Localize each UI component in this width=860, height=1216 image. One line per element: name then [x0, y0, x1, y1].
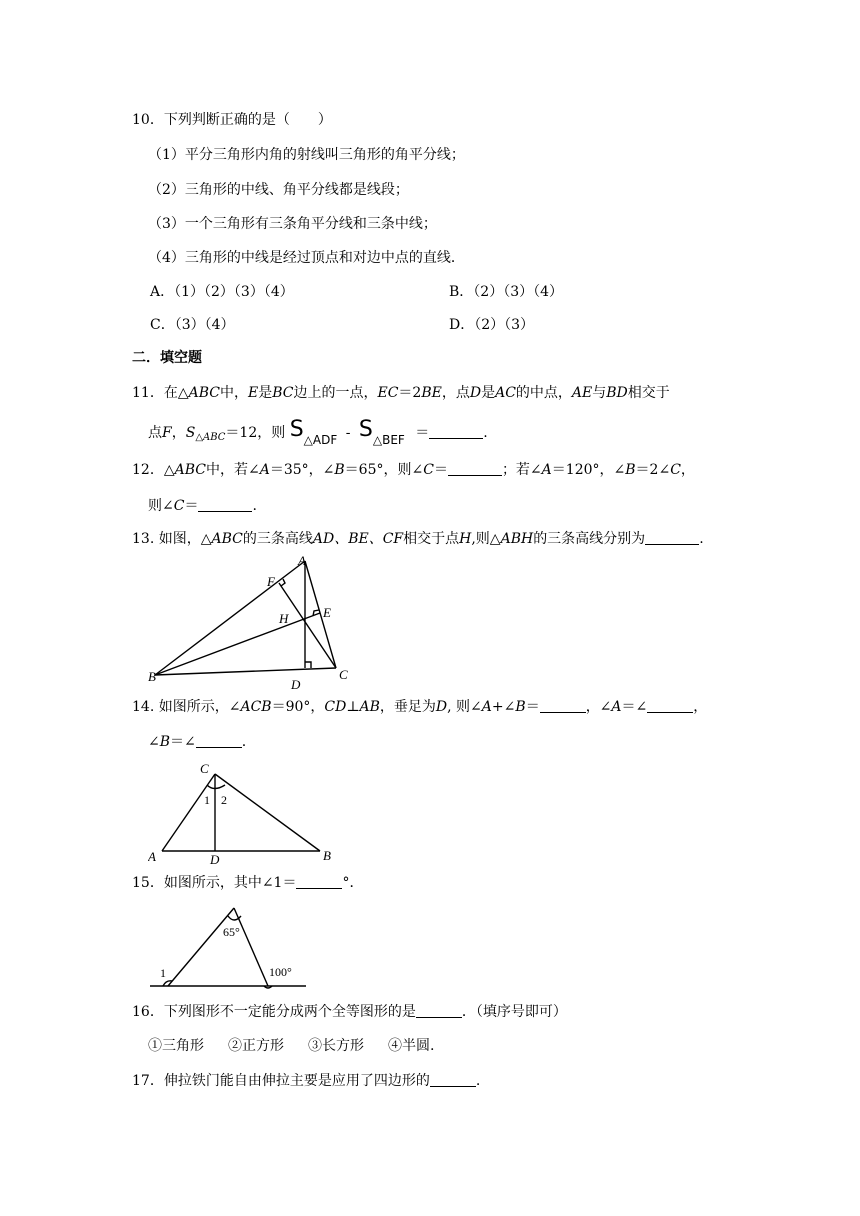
q10-item-3: （3）一个三角形有三条角平分线和三条中线；	[148, 216, 437, 232]
q14-angle-1: 1	[204, 793, 210, 807]
q12-answer-blank-2[interactable]	[198, 497, 252, 512]
q14-answer-blank-3[interactable]	[196, 733, 242, 748]
q13-label-e: E	[323, 605, 331, 620]
q13-label-a: A	[298, 555, 306, 568]
section-heading: 二．填空题	[132, 350, 202, 366]
q13-figure	[148, 555, 358, 691]
q14-label-c: C	[200, 761, 209, 776]
q14-label-a: A	[148, 849, 156, 864]
q10-option-c: C．（3）（4）	[150, 317, 235, 333]
q10-item-1: （1）平分三角形内角的射线叫三角形的角平分线；	[148, 147, 465, 163]
q13-answer-blank[interactable]	[645, 530, 699, 545]
q14-label-b: B	[323, 848, 331, 863]
q16-answer-blank[interactable]	[416, 1003, 462, 1018]
q16-choices: ①三角形 ②正方形 ③长方形 ④半圆.	[148, 1038, 435, 1054]
q12-line1: 12．△ABC中，若∠A＝35°，∠B＝65°，则∠C＝ ；若∠A＝120°，∠B＝2∠C，	[132, 462, 695, 478]
q10-item-2: （2）三角形的中线、角平分线都是线段；	[148, 182, 409, 198]
q14-line1: 14. 如图所示，∠ACB＝90°，CD⊥AB，垂足为D, 则∠A+∠B＝ ，∠A＝∠ ，	[132, 699, 708, 715]
q15-figure	[148, 904, 308, 992]
q11-answer-blank[interactable]	[429, 424, 483, 439]
q10-item-4: （4）三角形的中线是经过顶点和对边中点的直线．	[148, 250, 465, 266]
q12-answer-blank-1[interactable]	[448, 461, 502, 476]
q15-angle-65: 65°	[223, 925, 240, 939]
q16-text: 16．下列图形不一定能分成两个全等图形的是 ．（填序号即可）	[132, 1004, 567, 1020]
q13-text: 13. 如图，△ABC的三条高线AD、BE、CF相交于点H,则△ABH的三条高线分别为 .	[132, 531, 704, 547]
q13-label-d: D	[291, 677, 301, 691]
q14-angle-2: 2	[221, 793, 227, 807]
q14-line2: ∠B＝∠ .	[148, 734, 247, 750]
q13-label-h: H	[279, 611, 289, 626]
q15-text: 15．如图所示，其中∠1＝ °．	[132, 875, 364, 891]
q11-line1: 11．在△ABC中，E是BC边上的一点，EC＝2BE，点D是AC的中点，AE与BD相交于	[132, 385, 670, 401]
q17-text: 17．伸拉铁门能自由伸拉主要是应用了四边形的 .	[132, 1073, 481, 1089]
q15-angle-100: 100°	[269, 965, 292, 979]
q10-option-b: B．（2）（3）（4）	[449, 284, 564, 300]
q13-label-c: C	[339, 667, 348, 682]
q13-label-b: B	[148, 669, 156, 684]
q14-figure	[148, 758, 338, 866]
q12-line2: 则∠C＝ .	[148, 498, 257, 514]
q15-answer-blank[interactable]	[296, 874, 342, 889]
q11-line2: 点F，$S_{\triangle ABC}=12$，则 S△ADF - S△BEF ＝ .	[148, 417, 488, 447]
q17-answer-blank[interactable]	[430, 1072, 476, 1087]
q14-label-d: D	[210, 852, 220, 866]
q15-angle-1: 1	[160, 966, 166, 980]
q10-stem: 10．下列判断正确的是（ ）	[132, 112, 332, 128]
q13-label-f: F	[267, 574, 275, 589]
q10-option-d: D．（2）（3）	[449, 317, 535, 333]
q14-answer-blank-1[interactable]	[540, 698, 586, 713]
q14-answer-blank-2[interactable]	[647, 698, 693, 713]
q10-option-a: A．（1）（2）（3）（4）	[150, 284, 294, 300]
